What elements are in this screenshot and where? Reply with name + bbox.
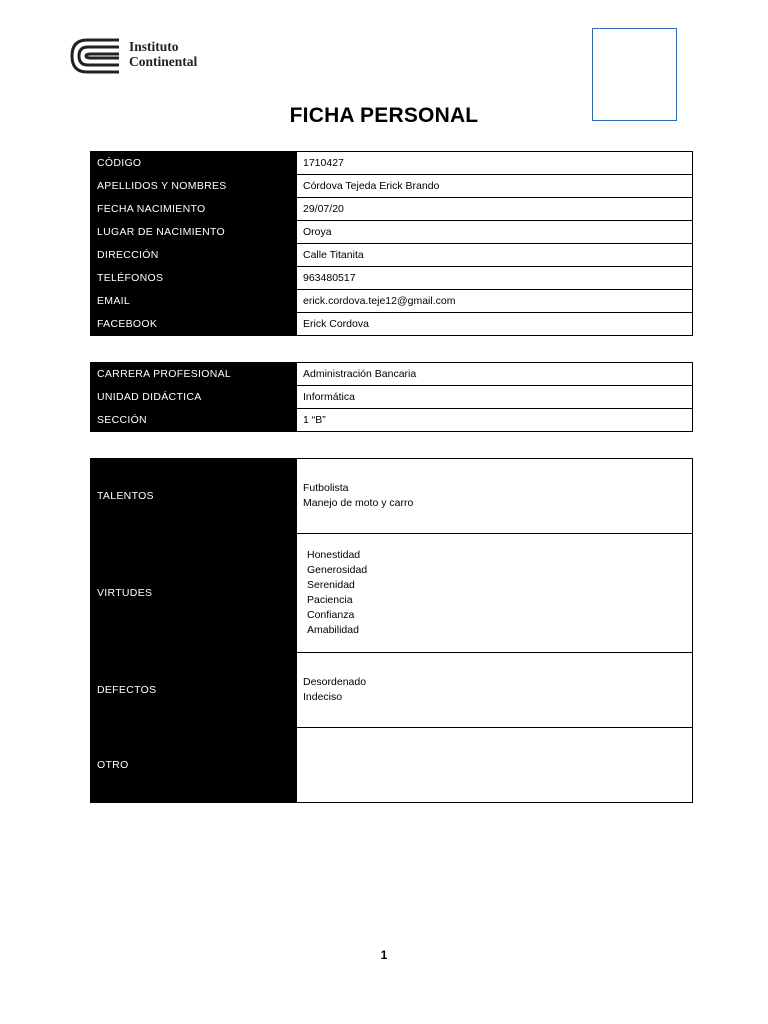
logo-line-1: Instituto: [129, 39, 179, 54]
table-row: [91, 152, 693, 175]
table-row: [91, 653, 693, 728]
table-row: [91, 290, 693, 313]
field-value: 1710427: [297, 152, 693, 175]
personal-info-table: [90, 151, 693, 336]
table-row: [91, 409, 693, 432]
defects-value: [297, 653, 693, 728]
list-item: Indeciso: [303, 691, 343, 703]
table-row: [91, 175, 693, 198]
traits-table: [90, 458, 693, 803]
other-value: [297, 728, 693, 803]
table-row: [91, 728, 693, 803]
page-title: FICHA PERSONAL: [289, 104, 479, 127]
list-item: Futbolista: [303, 482, 349, 494]
field-label: SECCIÓN: [91, 409, 297, 432]
table-row: [91, 363, 693, 386]
field-label: DEFECTOS: [91, 653, 297, 728]
table-row: [91, 386, 693, 409]
list-item: Manejo de moto y carro: [303, 497, 414, 509]
table-row: [91, 459, 693, 534]
table-row: [91, 244, 693, 267]
field-value: 963480517: [297, 267, 693, 290]
institute-logo: [69, 37, 219, 75]
field-label: CARRERA PROFESIONAL: [91, 363, 297, 386]
field-label: OTRO: [91, 728, 297, 803]
list-item: Confianza: [307, 609, 355, 621]
field-value: Informática: [297, 386, 693, 409]
field-value: Administración Bancaria: [297, 363, 693, 386]
table-row: [91, 534, 693, 653]
field-label: FACEBOOK: [91, 313, 297, 336]
field-label: FECHA NACIMIENTO: [91, 198, 297, 221]
field-value: Calle Titanita: [297, 244, 693, 267]
list-item: Amabilidad: [307, 624, 359, 636]
talents-value: [297, 459, 693, 534]
field-value: Oroya: [297, 221, 693, 244]
table-row: [91, 221, 693, 244]
field-value: 1 “B”: [297, 409, 693, 432]
email-value: erick.cordova.teje12@gmail.com: [297, 290, 693, 313]
logo-mark-icon: [69, 37, 121, 75]
table-row: [91, 267, 693, 290]
field-label: EMAIL: [91, 290, 297, 313]
logo-text: [129, 39, 197, 69]
list-item: Paciencia: [307, 594, 353, 606]
list-item: Serenidad: [307, 579, 355, 591]
page-number: 1: [380, 948, 388, 962]
table-row: [91, 313, 693, 336]
table-row: [91, 198, 693, 221]
academic-info-table: [90, 362, 693, 432]
field-label: APELLIDOS Y NOMBRES: [91, 175, 297, 198]
logo-line-2: Continental: [129, 54, 198, 69]
list-item: Desordenado: [303, 676, 367, 688]
field-label: CÓDIGO: [91, 152, 297, 175]
list-item: Generosidad: [307, 564, 368, 576]
field-label: UNIDAD DIDÁCTICA: [91, 386, 297, 409]
field-label: TALENTOS: [91, 459, 297, 534]
list-item: Honestidad: [307, 549, 361, 561]
field-label: VIRTUDES: [91, 534, 297, 653]
field-label: DIRECCIÓN: [91, 244, 297, 267]
field-label: LUGAR DE NACIMIENTO: [91, 221, 297, 244]
field-label: TELÉFONOS: [91, 267, 297, 290]
field-value: 29/07/20: [297, 198, 693, 221]
field-value: Córdova Tejeda Erick Brando: [297, 175, 693, 198]
field-value: Erick Cordova: [297, 313, 693, 336]
virtues-value: [297, 534, 693, 653]
